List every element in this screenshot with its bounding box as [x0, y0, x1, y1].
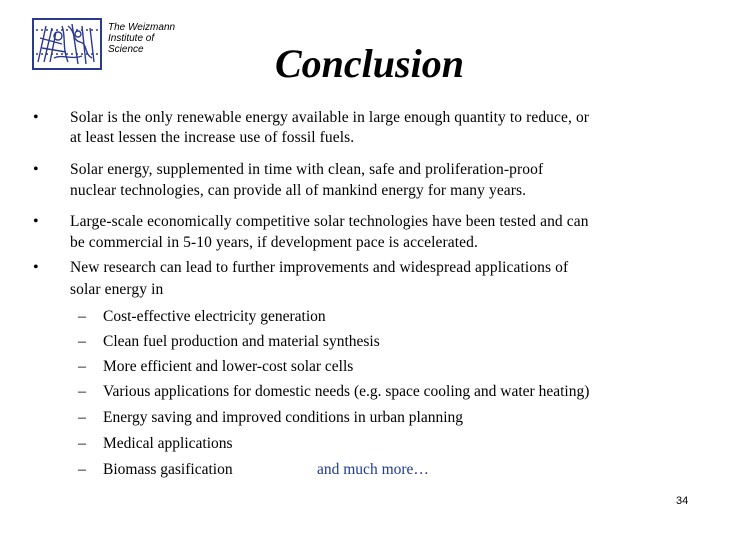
- logo-line: Institute of: [108, 33, 155, 44]
- bullet-2-line-1: Solar energy, supplemented in time with clean, safe and proliferation-proof: [70, 161, 544, 178]
- bullet-3-line-2: be commercial in 5-10 years, if development pace is accelerated.: [70, 234, 478, 251]
- logo-line: Science: [108, 44, 144, 55]
- dash-marker: –: [78, 308, 86, 325]
- bullet-4-line-2: solar energy in: [70, 281, 164, 298]
- dash-marker: –: [78, 409, 86, 426]
- bullet-marker: •: [33, 109, 39, 126]
- sub-item: Various applications for domestic needs (e.g. space cooling and water heating): [103, 383, 590, 400]
- sub-item: Biomass gasification: [103, 461, 233, 478]
- bullet-1-line-2: at least lessen the increase use of fossil fuels.: [70, 129, 355, 146]
- bullet-marker: •: [33, 213, 39, 230]
- dash-marker: –: [78, 383, 86, 400]
- dash-marker: –: [78, 435, 86, 452]
- bullet-marker: •: [33, 259, 39, 276]
- bullet-2-line-2: nuclear technologies, can provide all of mankind energy for many years.: [70, 182, 527, 199]
- page-title: Conclusion: [275, 41, 464, 86]
- sub-item: Medical applications: [103, 435, 233, 452]
- logo-text: [108, 22, 175, 55]
- bullet-marker: •: [33, 161, 39, 178]
- and-much-more-text: and much more…: [317, 461, 429, 478]
- dash-marker: –: [78, 461, 86, 478]
- sub-item: More efficient and lower-cost solar cells: [103, 358, 354, 375]
- bullet-1-line-1: Solar is the only renewable energy available in large enough quantity to reduce, or: [70, 109, 590, 126]
- dash-marker: –: [78, 358, 86, 375]
- sub-item: Cost-effective electricity generation: [103, 308, 326, 325]
- logo-line: The Weizmann: [108, 22, 176, 33]
- sub-item: Clean fuel production and material synthesis: [103, 333, 380, 350]
- bullet-4-line-1: New research can lead to further improvements and widespread applications of: [70, 259, 569, 276]
- bullet-3-line-1: Large-scale economically competitive solar technologies have been tested and can: [70, 213, 589, 230]
- sub-item: Energy saving and improved conditions in urban planning: [103, 409, 464, 426]
- dash-marker: –: [78, 333, 86, 350]
- page-number: 34: [676, 495, 689, 507]
- weizmann-logo-icon: [32, 18, 102, 70]
